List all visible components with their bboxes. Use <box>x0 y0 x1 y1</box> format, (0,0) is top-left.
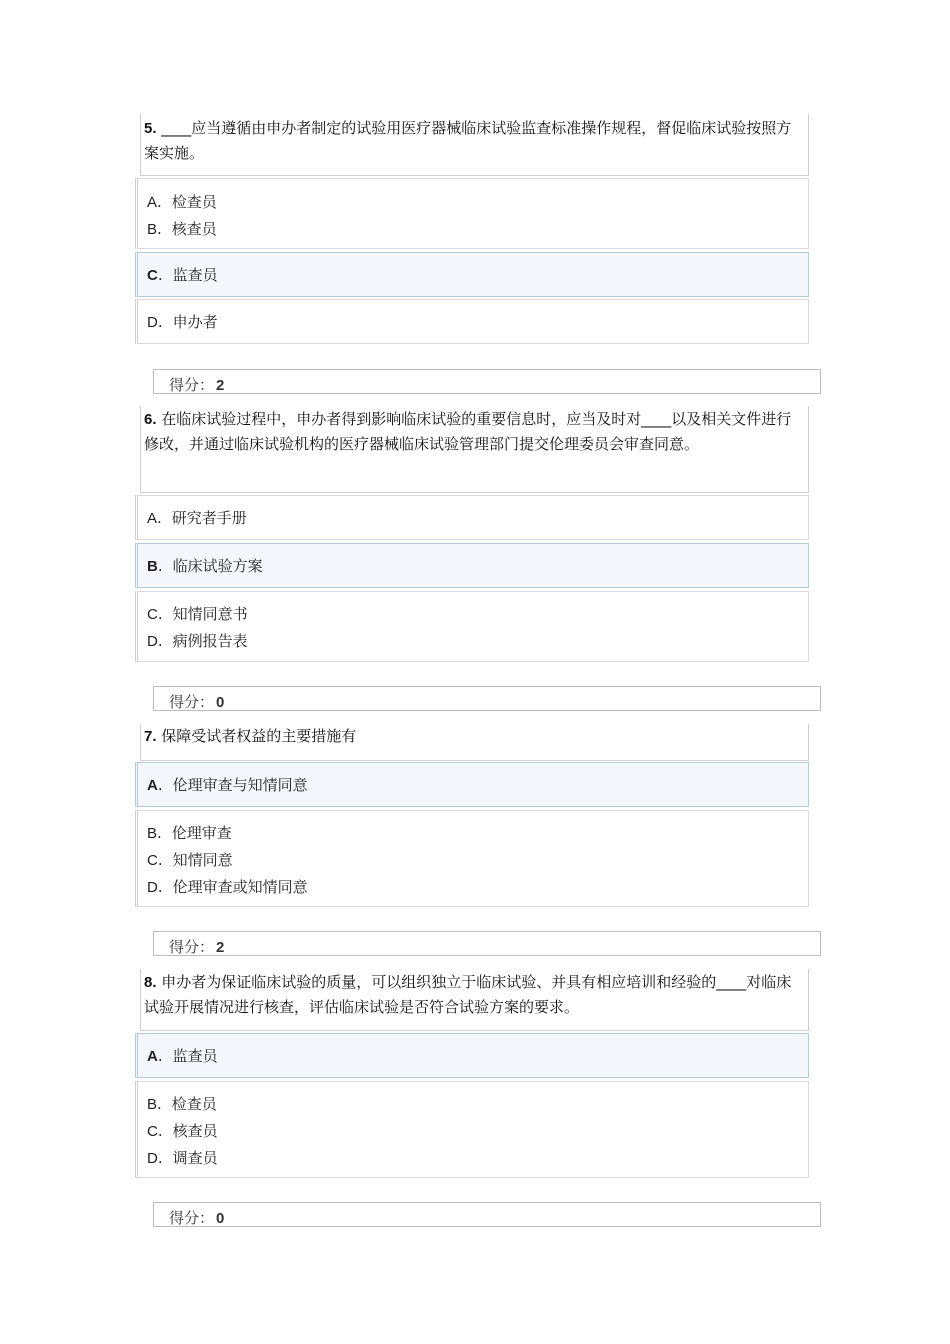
score-label: 得分： <box>169 376 215 394</box>
question-number: 6. <box>144 411 157 428</box>
option-group <box>135 299 809 344</box>
selected-option-box <box>135 543 809 588</box>
question-5-text <box>140 114 809 176</box>
question-number: 8. <box>144 974 157 991</box>
score-box <box>153 931 821 956</box>
question-stem: 申办者为保证临床试验的质量，可以组织独立于临床试验、并具有相应培训和经验的____对临床试验开展情况进行核查，评估临床试验是否符合试验方案的要求。 <box>144 973 792 1016</box>
score-label: 得分： <box>169 938 215 956</box>
option-group <box>135 810 809 907</box>
score-box <box>153 1202 821 1227</box>
option-group <box>135 591 809 662</box>
score-value: 2 <box>216 377 225 394</box>
option-a[interactable]: A. 研究者手册 <box>147 509 247 527</box>
option-c[interactable]: C. 监查员 <box>147 266 218 284</box>
option-d[interactable]: D. 病例报告表 <box>147 632 248 650</box>
question-number: 7. <box>144 728 157 745</box>
option-c[interactable]: C. 知情同意 <box>147 851 233 869</box>
selected-option-box <box>135 1033 809 1078</box>
option-group <box>135 178 809 249</box>
question-6-text <box>140 406 809 493</box>
score-label: 得分： <box>169 693 215 711</box>
question-stem: 在临床试验过程中，申办者得到影响临床试验的重要信息时，应当及时对____以及相关文件进行修改，并通过临床试验机构的医疗器械临床试验管理部门提交伦理委员会审查同意。 <box>144 410 792 453</box>
option-b[interactable]: B. 临床试验方案 <box>147 557 263 575</box>
selected-option-box <box>135 762 809 807</box>
option-group <box>135 495 809 540</box>
option-b[interactable]: B. 伦理审查 <box>147 824 232 842</box>
option-c[interactable]: C. 核查员 <box>147 1122 218 1140</box>
option-c[interactable]: C. 知情同意书 <box>147 605 248 623</box>
option-d[interactable]: D. 申办者 <box>147 313 218 331</box>
option-a[interactable]: A. 伦理审查与知情同意 <box>147 776 308 794</box>
option-a[interactable]: A. 监查员 <box>147 1047 218 1065</box>
option-group <box>135 1081 809 1178</box>
question-number: 5. <box>144 120 157 137</box>
score-value: 2 <box>216 939 225 956</box>
question-8-text <box>140 969 809 1031</box>
score-value: 0 <box>216 1210 225 1227</box>
score-value: 0 <box>216 694 225 711</box>
option-b[interactable]: B. 检查员 <box>147 1095 217 1113</box>
score-box <box>153 686 821 711</box>
question-stem: ____应当遵循由申办者制定的试验用医疗器械临床试验监查标准操作规程，督促临床试验按照方案实施。 <box>144 119 792 162</box>
selected-option-box <box>135 252 809 297</box>
score-label: 得分： <box>169 1209 215 1227</box>
score-box <box>153 369 821 394</box>
option-d[interactable]: D. 调查员 <box>147 1149 218 1167</box>
question-stem: 保障受试者权益的主要措施有 <box>161 727 357 745</box>
option-b[interactable]: B. 核查员 <box>147 220 217 238</box>
option-d[interactable]: D. 伦理审查或知情同意 <box>147 878 308 896</box>
option-a[interactable]: A. 检查员 <box>147 193 217 211</box>
question-7-text <box>140 724 809 761</box>
